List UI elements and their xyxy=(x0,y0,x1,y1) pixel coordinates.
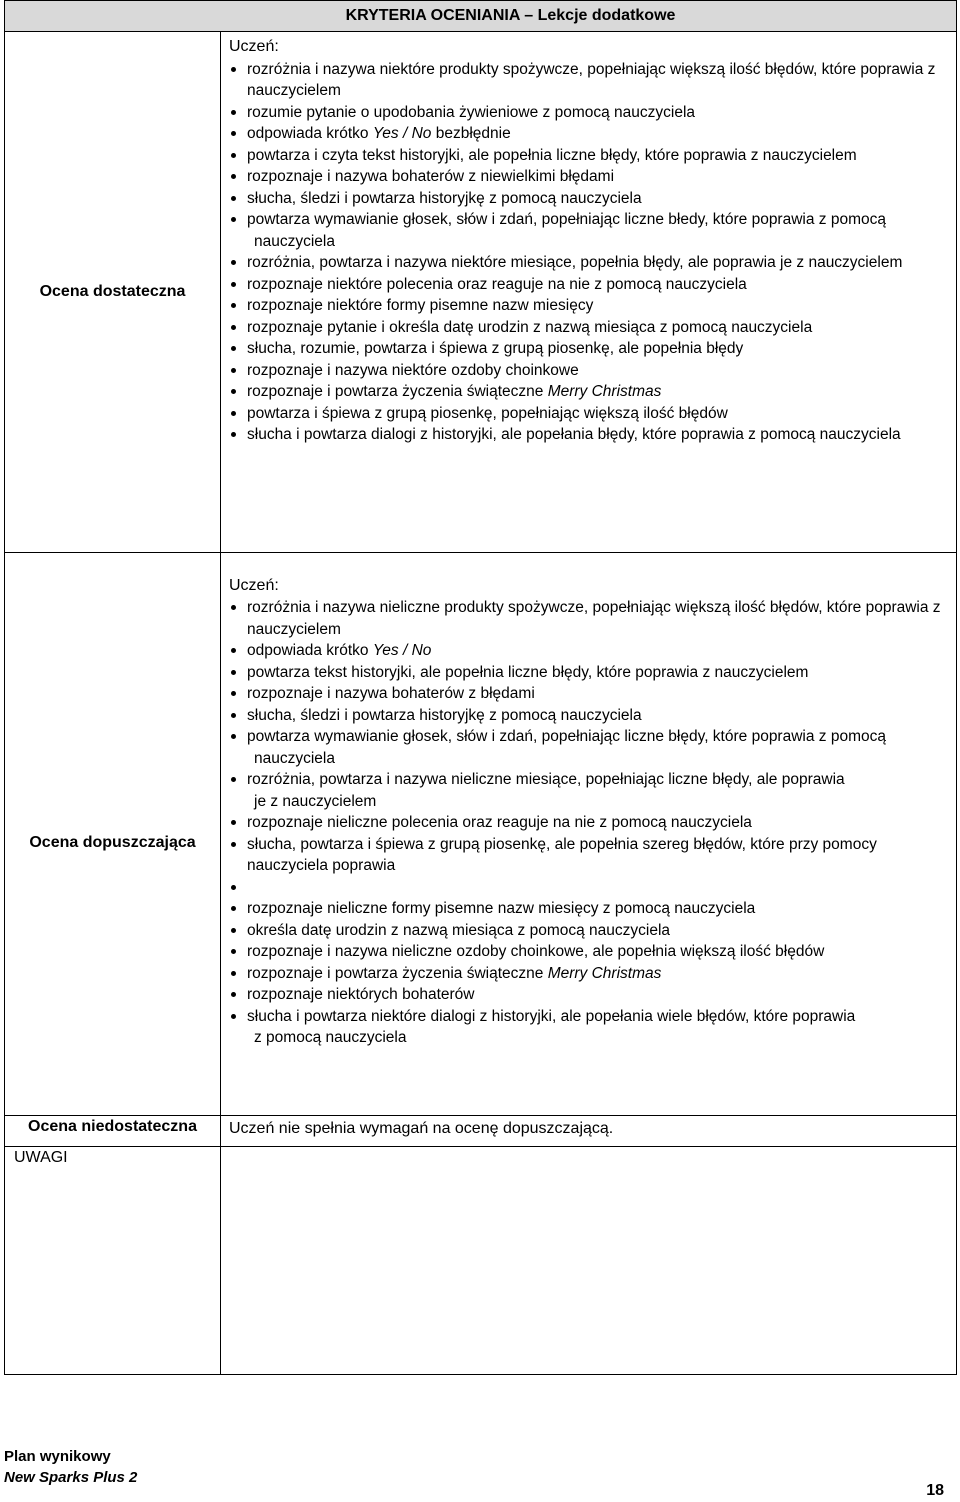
criteria-item xyxy=(247,166,948,188)
criteria-item-emphasis: Yes / No xyxy=(372,125,432,142)
criteria-item-text: powtarza i śpiewa z grupą piosenkę, popełniając większą ilość błędów xyxy=(247,404,728,422)
criteria-item xyxy=(247,1006,948,1049)
criteria-item-text: słucha, śledzi i powtarza historyjkę z pomocą nauczyciela xyxy=(247,706,642,724)
criteria-item-text: odpowiada krótko xyxy=(247,125,373,142)
criteria-item-continuation: je z nauczycielem xyxy=(254,792,377,810)
grade-label-dostateczna: Ocena dostateczna xyxy=(5,32,221,553)
document-title: KRYTERIA OCENIANIA – Lekcje dodatkowe xyxy=(5,1,957,32)
criteria-item-text: rozpoznaje pytanie i określa datę urodzin z nazwą miesiąca z pomocą nauczyciela xyxy=(247,318,813,336)
criteria-item-text: bezbłędnie xyxy=(431,125,511,142)
criteria-item xyxy=(247,920,948,942)
criteria-item-text: słucha, rozumie, powtarza i śpiewa z grupą piosenkę, ale popełnia błędy xyxy=(247,340,744,357)
criteria-intro: Uczeń: xyxy=(229,576,279,594)
criteria-cell-dopuszczajaca xyxy=(221,571,957,1116)
criteria-item-text: rozpoznaje i nazywa bohaterów z błędami xyxy=(247,685,535,702)
criteria-item-text: słucha i powtarza dialogi z historyjki, ale popełania błędy, które poprawia z pomocą nauczyciela xyxy=(247,426,901,443)
notes-row xyxy=(5,1146,957,1374)
criteria-item xyxy=(247,683,948,705)
criteria-item-text: rozpoznaje i nazywa nieliczne ozdoby choinkowe, ale popełnia większą ilość błędów xyxy=(247,943,825,960)
criteria-item-text: rozpoznaje nieliczne formy pisemne nazw miesięcy z pomocą nauczyciela xyxy=(247,900,756,917)
criteria-item xyxy=(247,877,948,899)
criteria-item xyxy=(247,188,948,210)
criteria-item-text: odpowiada krótko xyxy=(247,642,373,659)
criteria-item-text: określa datę urodzin z nazwą miesiąca z pomocą nauczyciela xyxy=(247,921,671,939)
criteria-item xyxy=(247,252,948,274)
criteria-item xyxy=(247,812,948,834)
section-row-dostateczna xyxy=(5,32,957,553)
criteria-item-continuation: nauczyciela xyxy=(254,232,335,250)
criteria-item xyxy=(247,597,948,640)
criteria-item-text: powtarza i czyta tekst historyjki, ale popełnia liczne błędy, które poprawia z nauczycielem xyxy=(247,146,857,164)
criteria-table xyxy=(4,0,957,1375)
criteria-item-text: słucha, śledzi i powtarza historyjkę z pomocą nauczyciela xyxy=(247,189,642,207)
section-row-niedostateczna xyxy=(5,1116,957,1147)
table-header-row xyxy=(5,1,957,32)
footer-plan: Plan wynikowy xyxy=(4,1448,111,1465)
criteria-item xyxy=(247,403,948,425)
criteria-item xyxy=(247,59,948,102)
criteria-item-text: rozpoznaje i powtarza życzenia świąteczne xyxy=(247,383,548,400)
notes-content xyxy=(221,1146,957,1374)
criteria-item xyxy=(247,640,948,662)
criteria-item xyxy=(247,705,948,727)
criteria-intro: Uczeń: xyxy=(229,38,279,55)
criteria-item-text: rozpoznaje i powtarza życzenia świąteczne xyxy=(247,964,548,982)
criteria-item xyxy=(247,941,948,963)
criteria-item xyxy=(247,360,948,382)
criteria-item-text: rozpoznaje i nazywa niektóre ozdoby choinkowe xyxy=(247,361,579,379)
criteria-list xyxy=(229,59,948,446)
criteria-item xyxy=(247,295,948,317)
criteria-item xyxy=(247,834,948,877)
criteria-item xyxy=(247,898,948,920)
criteria-item xyxy=(247,726,948,769)
criteria-item-text: rozróżnia i nazywa nieliczne produkty spożywcze, popełniając większą ilość błędów, które poprawia z nauczycielem xyxy=(247,599,941,638)
criteria-item-text: rozpoznaje niektórych bohaterów xyxy=(247,986,475,1003)
criteria-item-continuation: z pomocą nauczyciela xyxy=(254,1029,407,1046)
criteria-item-text: powtarza wymawianie głosek, słów i zdań, popełniając liczne błędy, które poprawia z pomocą xyxy=(247,728,886,745)
criteria-item xyxy=(247,274,948,296)
spacer-row xyxy=(5,553,957,571)
grade-label-niedostateczna: Ocena niedostateczna xyxy=(5,1116,221,1147)
criteria-item xyxy=(247,317,948,339)
criteria-item-text: rozróżnia i nazywa niektóre produkty spożywcze, popełniając większą ilość błędów, które poprawia z nauczycielem xyxy=(247,60,936,99)
criteria-item-emphasis: Yes / No xyxy=(372,642,432,659)
notes-label: UWAGI xyxy=(5,1146,221,1374)
criteria-item-text: rozpoznaje nieliczne polecenia oraz reaguje na nie z pomocą nauczyciela xyxy=(247,814,752,831)
criteria-cell-dostateczna xyxy=(221,32,957,553)
criteria-item-text: rozpoznaje niektóre formy pisemne nazw miesięcy xyxy=(247,297,594,314)
criteria-item xyxy=(247,381,948,403)
grade-label-dopuszczajaca: Ocena dopuszczająca xyxy=(5,571,221,1116)
criteria-item-continuation: nauczyciela xyxy=(254,749,335,767)
criteria-item xyxy=(247,209,948,252)
criteria-item-text: słucha, powtarza i śpiewa z grupą piosenkę, ale popełnia szereg błędów, które przy pomocy nauczyciela poprawia xyxy=(247,835,877,874)
criteria-item-emphasis: Merry Christmas xyxy=(547,383,662,400)
criteria-item-text: rozpoznaje i nazywa bohaterów z niewielkimi błędami xyxy=(247,168,615,185)
criteria-item-text: powtarza tekst historyjki, ale popełnia liczne błędy, które poprawia z nauczycielem xyxy=(247,663,809,681)
criteria-item xyxy=(247,662,948,684)
criteria-item xyxy=(247,102,948,124)
criteria-list xyxy=(229,597,948,1049)
criteria-item xyxy=(247,769,948,812)
criteria-item-text: rozróżnia, powtarza i nazywa niektóre miesiące, popełnia błędy, ale poprawia je z nauczycielem xyxy=(247,254,903,271)
criteria-item-text: powtarza wymawianie głosek, słów i zdań, popełniając liczne błedy, które poprawia z pomocą xyxy=(247,211,886,228)
fail-text: Uczeń nie spełnia wymagań na ocenę dopuszczającą. xyxy=(221,1116,957,1147)
footer xyxy=(4,1446,137,1488)
section-row-dopuszczajaca xyxy=(5,571,957,1116)
criteria-item-text: rozumie pytanie o upodobania żywieniowe z pomocą nauczyciela xyxy=(247,103,696,121)
criteria-item xyxy=(247,424,948,446)
criteria-item xyxy=(247,123,948,145)
criteria-item-text: rozpoznaje niektóre polecenia oraz reaguje na nie z pomocą nauczyciela xyxy=(247,275,747,293)
criteria-item xyxy=(247,145,948,167)
criteria-item-emphasis: Merry Christmas xyxy=(547,964,662,982)
criteria-item xyxy=(247,984,948,1006)
criteria-item-text: słucha i powtarza niektóre dialogi z historyjki, ale popełania wiele błędów, które poprawia xyxy=(247,1007,856,1025)
criteria-item-text: rozróżnia, powtarza i nazywa nieliczne miesiące, popełniając liczne błędy, ale poprawia xyxy=(247,771,845,788)
criteria-item xyxy=(247,963,948,985)
page-number: 18 xyxy=(926,1482,944,1499)
footer-series: New Sparks Plus 2 xyxy=(4,1469,138,1486)
criteria-item xyxy=(247,338,948,360)
